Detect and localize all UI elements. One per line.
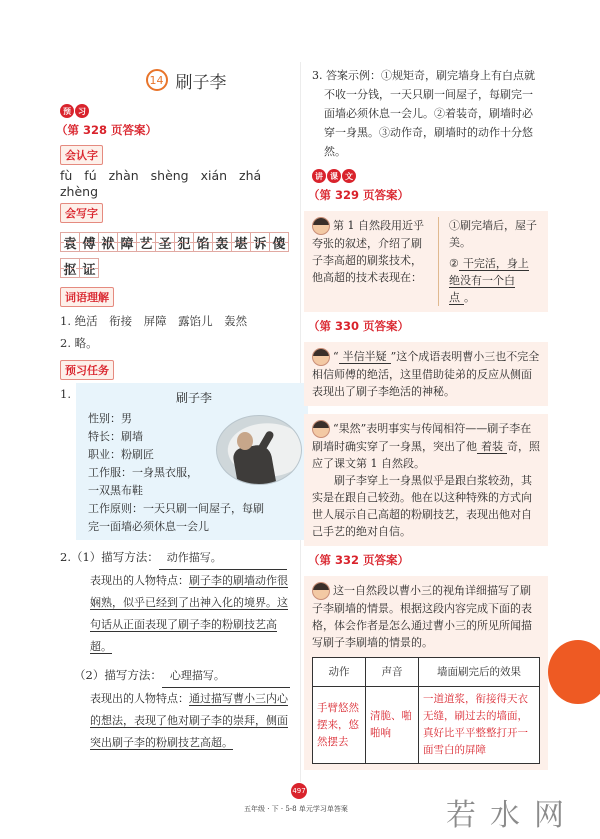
student-avatar-icon	[312, 582, 330, 600]
grid-char: 艺	[136, 232, 156, 252]
col-header-action: 动作	[313, 658, 366, 687]
lesson-number-badge: 14	[146, 69, 168, 91]
q2-2-trait	[90, 688, 292, 754]
card3-text-a: “果然”表明事实与传闻相符——刷子李在刷墙时确实穿了一身黑，突出了他	[312, 422, 532, 453]
card-330	[304, 342, 548, 406]
page-ref-328: （第 328 页答案）	[56, 123, 158, 137]
card-329	[304, 211, 548, 312]
preview-badge	[60, 104, 89, 118]
card1-item-2-num: ②	[449, 257, 459, 270]
grid-char: 轰	[212, 232, 232, 252]
vocab-answer-1: 1. 绝活 衔接 屏障 露馅儿 轰然	[60, 314, 248, 328]
grid-char: 袁	[60, 232, 80, 252]
student-avatar-icon	[312, 420, 330, 438]
q2-1-trait-label: 表现出的人物特点：	[90, 574, 189, 587]
q3-answer: 3. 答案示例：①规矩奇，刷完墙身上有白点就不收一分钱，一天只刷一间屋子，每刷完一面墙必须休息一会儿。②着装奇，刷墙时必穿一身黑。③动作奇，刷墙时的动作十分悠然。	[312, 69, 535, 158]
write-grid-row-1	[60, 232, 292, 252]
col-header-effect: 墙面刷完后的效果	[419, 658, 540, 687]
q2-1-method-answer: 动作描写。	[159, 547, 287, 570]
cell-action: 手臂悠然摆来，悠然摆去	[313, 687, 366, 764]
col-header-sound: 声音	[366, 658, 419, 687]
decorative-orange-dot	[548, 640, 600, 704]
painting-effects-table	[312, 657, 540, 764]
quote-open: “	[333, 350, 339, 363]
vocab-tag: 词语理解	[60, 287, 114, 307]
q2-1-trait-answer: 刷子李的刷墙动作很娴熟，似乎已经到了出神入化的境界。这句话从正面表现了刷子李的粉刷技艺高超。	[90, 574, 288, 653]
card2-text: ”这个成语表明曹小三也不完全相信师傅的绝活，这里借助徒弟的反应从侧面表现出了刷子李绝活的神秘。	[312, 350, 540, 398]
badge-char: 讲	[312, 169, 326, 183]
profile-clothes-1: 工作服：一身黑衣服，	[88, 466, 198, 479]
cell-effect: 一道道浆，衔接得天衣无缝，刷过去的墙面，真好比平平整整打开一面雪白的屏障	[419, 687, 540, 764]
character-profile-card	[76, 383, 308, 540]
profile-title: 刷子李	[175, 391, 212, 405]
page-ref-329: （第 329 页答案）	[308, 188, 410, 202]
page-number: 497	[291, 783, 307, 799]
grid-char: 傻	[269, 232, 289, 252]
grid-char: 堪	[231, 232, 251, 252]
grid-char: 障	[117, 232, 137, 252]
right-column	[308, 66, 540, 776]
card2-answer: 半信半疑	[339, 350, 391, 364]
q2-1-trait	[90, 570, 292, 658]
card1-item-2-answer: 干完活，身上绝没有一个白点	[449, 257, 529, 304]
card1-item-1: ①刷完墙后，屋子美。	[449, 219, 537, 249]
grid-char: 傅	[79, 232, 99, 252]
grid-char: 馅	[193, 232, 213, 252]
grid-char: 抠	[60, 258, 80, 278]
write-grid-row-2	[60, 258, 292, 278]
card3-paragraph-2: 刷子李穿上一身黑似乎是跟白浆较劲，其实是在跟自己较劲。他在以这种特殊的方式向世人展示自己高超的粉刷技艺，表现出他对自己手艺的绝对自信。	[312, 474, 532, 538]
q2-2-method-line	[60, 664, 292, 688]
book-label: 五年级 · 下 · 5-8 单元学习单答案	[244, 805, 348, 813]
left-column	[56, 62, 292, 754]
q2-1-method-line	[60, 546, 292, 570]
card1-item-2-suffix: 。	[464, 291, 475, 304]
grid-char: 袱	[98, 232, 118, 252]
task-1-number: 1.	[60, 387, 71, 401]
badge-char: 文	[342, 169, 356, 183]
grid-char: 诉	[250, 232, 270, 252]
profile-job: 职业：粉刷匠	[88, 448, 154, 461]
q2-2-trait-label: 表现出的人物特点：	[90, 692, 189, 705]
write-chars-tag: 会写字	[60, 203, 103, 223]
page-ref-332: （第 332 页答案）	[308, 553, 410, 567]
card-330b	[304, 414, 548, 546]
student-avatar-icon	[312, 217, 330, 235]
recognize-chars-tag: 会认字	[60, 145, 103, 165]
q2-2-label: （2）描写方法：	[74, 668, 162, 682]
pinyin-line-1: fù fú zhàn shèng xián zhá	[60, 168, 262, 183]
lecture-badge	[312, 169, 356, 183]
card3-answer: 着装	[477, 440, 507, 454]
grid-char: 证	[79, 258, 99, 278]
grid-char: 圣	[155, 232, 175, 252]
card1-left-text: 第 1 自然段用近乎夸张的叙述，介绍了刷子李高超的刷浆技术，他高超的技术表现在：	[312, 219, 424, 284]
painter-portrait-image	[216, 415, 302, 485]
profile-rule-1: 工作原则：一天只刷一间屋子，每刷	[88, 502, 264, 515]
badge-char: 预	[60, 104, 74, 118]
badge-char: 习	[75, 104, 89, 118]
profile-clothes-2: 一双黑布鞋	[88, 484, 143, 497]
profile-rule-2: 完一面墙必须休息一会儿	[88, 520, 209, 533]
q2-2-method-answer: 心理描写。	[162, 665, 290, 688]
page-ref-330: （第 330 页答案）	[308, 319, 410, 333]
profile-gender: 性别：男	[88, 412, 132, 425]
pinyin-line-2: zhèng	[60, 184, 99, 199]
profile-skill: 特长：刷墙	[88, 430, 143, 443]
card4-text: 这一自然段以曹小三的视角详细描写了刷子李刷墙的情景。根据这段内容完成下面的表格，体会作者是怎么通过曹小三的所见所闻描写刷子李刷墙的情景的。	[312, 584, 532, 649]
lesson-header	[80, 62, 292, 98]
student-avatar-icon	[312, 348, 330, 366]
card-332	[304, 576, 548, 770]
badge-char: 课	[327, 169, 341, 183]
cell-sound: 清脆、啪啪响	[366, 687, 419, 764]
lesson-title: 刷子李	[175, 72, 227, 93]
preview-task-tag: 预习任务	[60, 360, 114, 380]
vocab-answer-2: 2. 略。	[60, 336, 98, 350]
q2-1-label: 2.（1）描写方法：	[60, 550, 159, 564]
q2-2-trait-answer: 通过描写曹小三内心的想法，表现了他对刷子李的崇拜，侧面突出刷子李的粉刷技艺高超。	[90, 692, 288, 749]
card3-text-b: 奇，照应了课文第 1 自然段。	[312, 440, 540, 470]
grid-char: 犯	[174, 232, 194, 252]
table-row	[313, 687, 540, 764]
watermark-logo: 若水网	[446, 798, 578, 833]
